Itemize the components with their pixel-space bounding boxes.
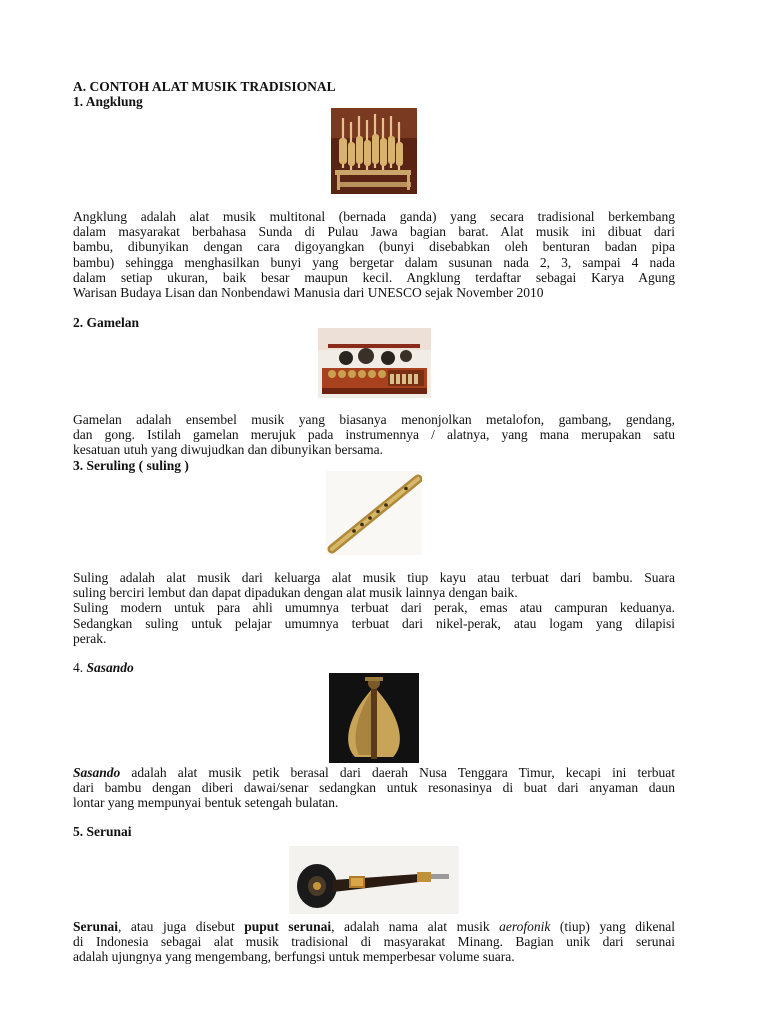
paragraph-line: bambu) sehingga menghasilkan bunyi yang bergetar dalam susunan nada 2, 3, sampai 4 nada	[73, 254, 675, 270]
paragraph-suling	[73, 570, 675, 646]
text-fragment: , atau juga disebut	[118, 919, 245, 934]
section-title-sasando	[73, 660, 134, 675]
term-aerofonik: aerofonik	[499, 919, 551, 934]
paragraph-line	[73, 919, 675, 934]
term-serunai: Serunai	[73, 919, 119, 934]
section-title-text: Sasando	[86, 660, 134, 675]
paragraph-line: lontar yang mempunyai bentuk setengah bulatan.	[73, 795, 339, 811]
paragraph-line: Suling adalah alat musik dari keluarga alat musik tiup kayu atau terbuat dari bambu. Suara	[73, 570, 675, 585]
paragraph-line: dalam masyarakat berbahasa Sunda di Pulau Jawa bagian barat. Alat musik ini dibuat dari	[73, 224, 675, 240]
paragraph-line: dan gong. Istilah gamelan merujuk pada instrumennya / alatnya, yang mana merupakan satu	[73, 427, 675, 443]
serunai-image	[289, 846, 459, 914]
paragraph-gamelan	[73, 412, 675, 458]
paragraph-sasando	[73, 765, 675, 811]
paragraph-line: di Indonesia sebagai alat musik tradisional di masyarakat Minang. Bagian unik dari serunai	[73, 934, 675, 950]
section-title-gamelan: 2. Gamelan	[73, 315, 139, 330]
paragraph-line: bambu, dibunyikan dengan cara digoyangkan (bunyi disebabkan oleh benturan badan pipa	[73, 239, 675, 255]
paragraph-angklung	[73, 209, 675, 300]
paragraph-serunai	[73, 919, 675, 965]
term-puput-serunai: puput serunai	[244, 919, 332, 934]
section-title-serunai: 5. Serunai	[73, 824, 132, 839]
text-fragment: (tiup) yang dikenal	[550, 919, 675, 934]
paragraph-line: Gamelan adalah ensembel musik yang biasanya menonjolkan metalofon, gambang, gendang,	[73, 412, 675, 427]
document-heading: A. CONTOH ALAT MUSIK TRADISIONAL	[73, 79, 336, 94]
paragraph-line: Angklung adalah alat musik multitonal (bernada ganda) yang secara tradisional berkembang	[73, 209, 675, 224]
paragraph-line: Sedangkan suling untuk pelajar umumnya terbuat dari nikel-perak, atau logam yang dilapisi	[73, 615, 675, 631]
suling-image	[326, 471, 422, 555]
sasando-image	[329, 673, 419, 763]
section-title-angklung: 1. Angklung	[73, 94, 143, 109]
paragraph-line: kesatuan utuh yang diwujudkan dan dibunyikan bersama.	[73, 442, 384, 458]
paragraph-line: dari bambu dengan diberi dawai/senar sedangkan untuk resonasinya di buat dari anyaman daun	[73, 780, 675, 796]
paragraph-line: adalah ujungnya yang mengembang, berfungsi untuk memperbesar volume suara.	[73, 949, 515, 965]
angklung-image	[331, 108, 417, 194]
section-title-suling: 3. Seruling ( suling )	[73, 458, 189, 473]
paragraph-line: Suling modern untuk para ahli umumnya terbuat dari perak, emas atau campuran keduanya.	[73, 600, 675, 616]
paragraph-line-text: adalah alat musik petik berasal dari daerah Nusa Tenggara Timur, kecapi ini terbuat	[120, 765, 675, 780]
paragraph-line: perak.	[73, 630, 107, 646]
paragraph-line	[73, 765, 675, 780]
text-fragment: , adalah nama alat musik	[331, 919, 500, 934]
gamelan-image	[318, 328, 431, 398]
paragraph-line: Warisan Budaya Lisan dan Nonbendawi Manusia dari UNESCO sejak November 2010	[73, 285, 544, 301]
section-number: 4.	[73, 660, 87, 675]
term-sasando: Sasando	[73, 765, 121, 780]
paragraph-line: suling berciri lembut dan dapat dipadukan dengan alat musik lainnya dengan baik.	[73, 585, 518, 601]
paragraph-line: dalam setiap ukuran, baik besar maupun kecil. Angklung terdaftar sebagai Karya Agung	[73, 269, 675, 285]
